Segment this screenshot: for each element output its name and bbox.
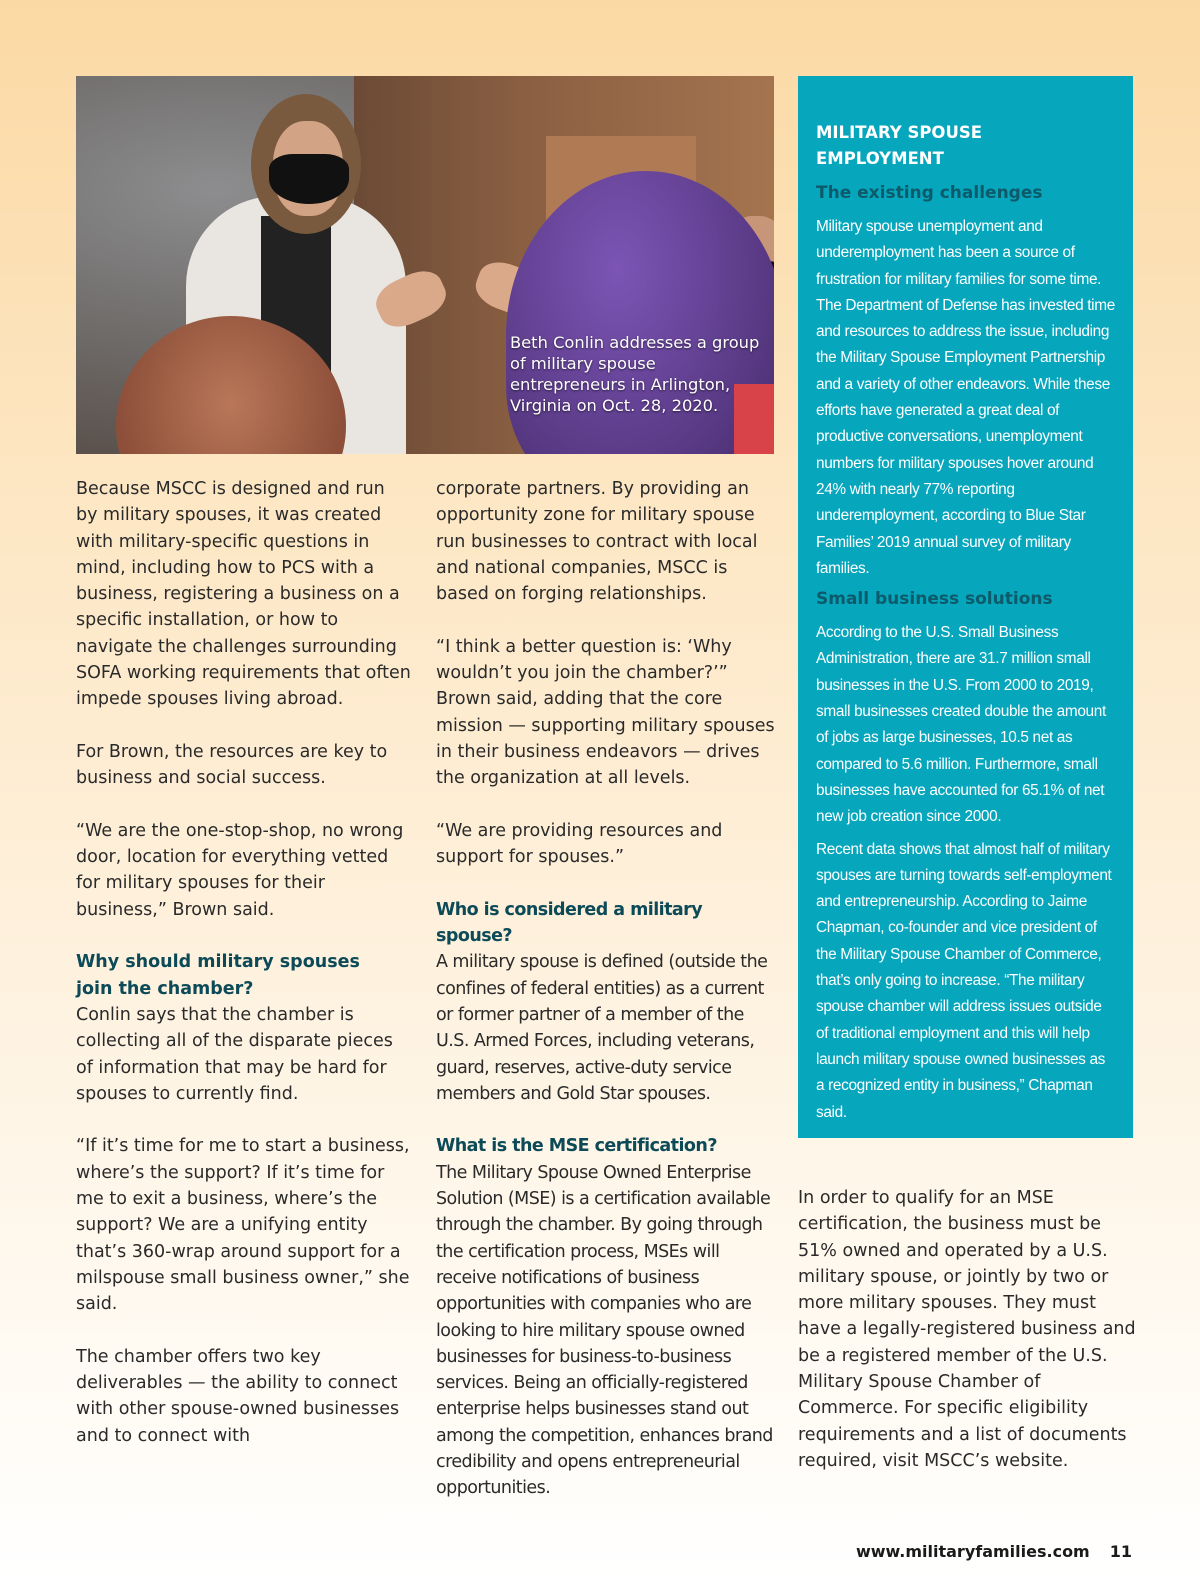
body-paragraph: “I think a better question is: ‘Why wouldn’t you join the chamber?’” Brown said, adding that the core mission — supporting military spouses in their business endeavors — drives the organization at all levels. xyxy=(436,636,775,789)
sidebar-title-line1: MILITARY SPOUSE xyxy=(816,123,983,142)
body-paragraph: Because MSCC is designed and run by military spouses, it was created with military-specific questions in mind, including how to PCS with a business, registering a business on a specific installation, or how to navigate the challenges surrounding SOFA working requirements that often impede spouses living abroad. xyxy=(76,479,411,710)
article-column-1 xyxy=(76,476,411,1475)
sidebar-title-line2: EMPLOYMENT xyxy=(816,149,944,168)
section-heading-who-is-spouse: Who is considered a military spouse? xyxy=(436,899,703,947)
body-paragraph: corporate partners. By providing an opportunity zone for military spouse run businesses to contract with local and national companies, MSCC is based on forging relationships. xyxy=(436,479,758,605)
article-column-3 xyxy=(798,1185,1143,1501)
body-paragraph: Conlin says that the chamber is collecting all of the disparate pieces of information that may be hard for spouses to currently find. xyxy=(76,1004,393,1104)
body-paragraph: The chamber offers two key deliverables — the ability to connect with other spouse-owned businesses and to connect with xyxy=(76,1346,400,1446)
body-paragraph: “We are the one-stop-shop, no wrong door, location for everything vetted for military spouses for their business,” Brown said. xyxy=(76,820,404,920)
body-paragraph: In order to qualify for an MSE certification, the business must be 51% owned and operated by a U.S. military spouse, or jointly by two or more military spouses. They must have a legally-registered business and be a registered member of the U.S. Military Spouse Chamber of Commerce. For specific eligibility requirements and a list of documents required, visit MSCC’s website. xyxy=(798,1188,1136,1471)
body-paragraph: “If it’s time for me to start a business, where’s the support? If it’s time for me to exit a business, where’s the support? We are a unifying entity that’s 360-wrap around support for a milspouse small business owner,” she said. xyxy=(76,1136,410,1315)
sidebar-paragraph: Recent data shows that almost half of military spouses are turning towards self-employment and entrepreneurship. According to Jaime Chapman, co-founder and vice president of the Military Spouse Chamber of Commerce, that’s only going to increase. “The military spouse chamber will address issues outside of traditional employment and this will help launch military spouse owned businesses as a recognized entity in business,” Chapman said. xyxy=(816,840,1112,1121)
body-paragraph: A military spouse is defined (outside the confines of federal entities) as a current or former partner of a member of the U.S. Armed Forces, including veterans, guard, reserves, active-duty service members and Gold Star spouses. xyxy=(436,952,768,1104)
section-heading-why-join xyxy=(76,949,411,1002)
body-paragraph: “We are providing resources and support for spouses.” xyxy=(436,820,723,868)
page-number: 11 xyxy=(1109,1542,1132,1561)
body-paragraph: For Brown, the resources are key to business and social success. xyxy=(76,741,388,789)
sidebar-subheading-solutions: Small business solutions xyxy=(816,589,1053,610)
sidebar-paragraph: Military spouse unemployment and underemployment has been a source of frustration for military families for some time. The Department of Defense has invested time and resources to address the issue, including the Military Spouse Employment Partnership and a variety of other endeavors. While these efforts have generated a great deal of productive conversations, unemployment numbers for military spouses hover around 24% with nearly 77% reporting underemployment, according to Blue Star Families’ 2019 annual survey of military families. xyxy=(816,218,1115,577)
photo-speaker-mask xyxy=(269,154,349,204)
heading-line: join the chamber? xyxy=(76,978,254,999)
page-footer xyxy=(856,1542,1132,1561)
sidebar-paragraph: According to the U.S. Small Business Administration, there are 31.7 million small businesses in the U.S. From 2000 to 2019, small businesses created double the amount of jobs as large businesses, 10.5 net as compared to 5.6 million. Furthermore, small businesses have accounted for 65.1% of net new job creation since 2000. xyxy=(816,624,1106,826)
sidebar-box xyxy=(798,76,1133,1138)
body-paragraph: The Military Spouse Owned Enterprise Solution (MSE) is a certification available through the chamber. By going through the certification process, MSEs will receive notifications of business opportunities with companies who are looking to hire military spouse owned businesses for business-to-business services. Being an officially-registered enterprise helps businesses stand out among the competition, enhances brand credibility and opens entrepreneurial opportunities. xyxy=(436,1162,773,1499)
heading-line: Why should military spouses xyxy=(76,952,360,973)
section-heading-mse-certification: What is the MSE certification? xyxy=(436,1136,717,1157)
sidebar-title xyxy=(816,120,1115,172)
footer-url: www.militaryfamilies.com xyxy=(855,1542,1090,1561)
sidebar-subheading-challenges: The existing challenges xyxy=(816,183,1043,203)
article-column-2 xyxy=(436,476,776,1528)
photo-caption: Beth Conlin addresses a group of military spouse entrepreneurs in Arlington, Virginia on Oct. 28, 2020. xyxy=(510,333,760,415)
